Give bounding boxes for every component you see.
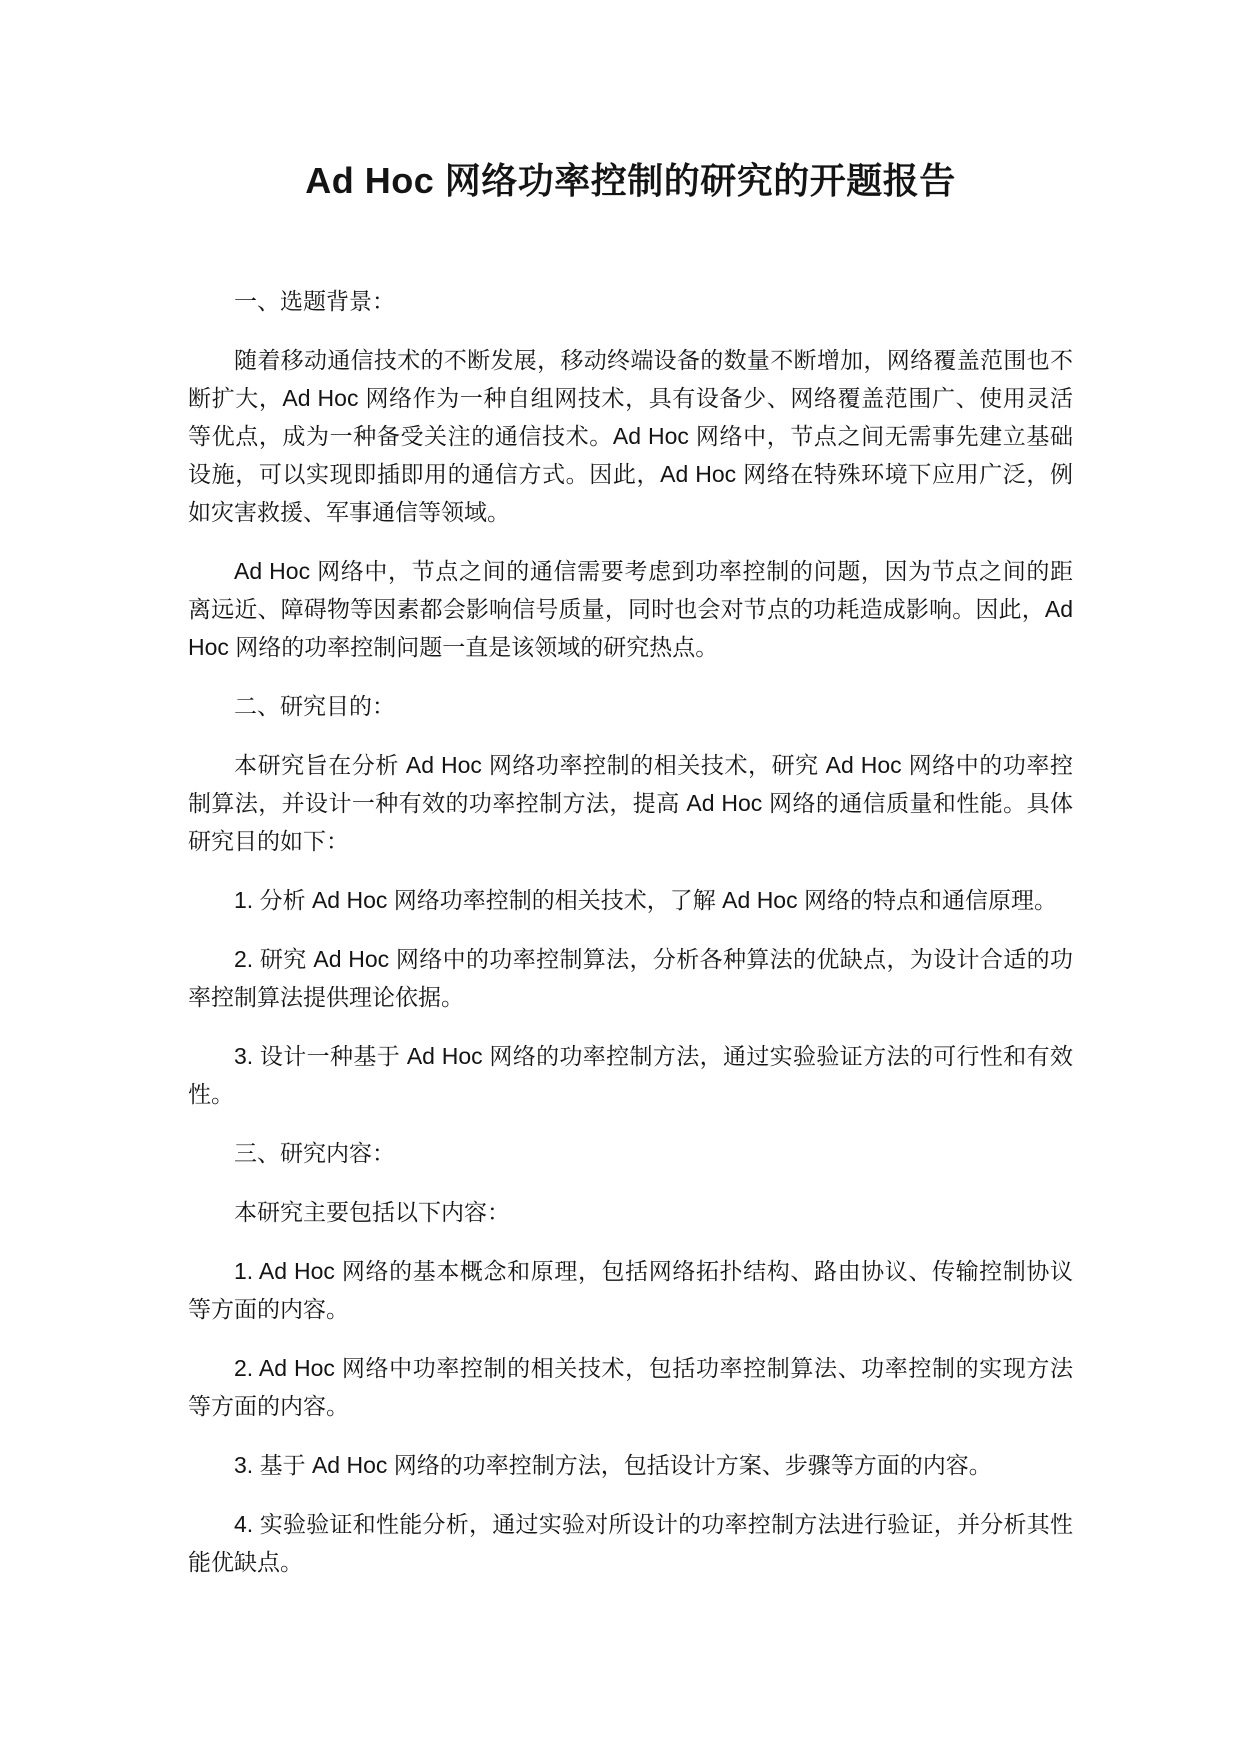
section-3-item-3: 3. 基于 Ad Hoc 网络的功率控制方法，包括设计方案、步骤等方面的内容。 <box>234 1452 992 1478</box>
section-3-heading: 三、研究内容： <box>234 1140 395 1166</box>
section-3-paragraph-1: 本研究主要包括以下内容： <box>234 1199 510 1225</box>
section-1-paragraph-2: Ad Hoc 网络中，节点之间的通信需要考虑到功率控制的问题，因为节点之间的距离远近、障碍物等因素都会影响信号质量，同时也会对节点的功耗造成影响。因此，Ad Hoc 网络的功率控制问题一直是该领域的研究热点。 <box>188 558 1073 660</box>
section-1-paragraph-1: 随着移动通信技术的不断发展，移动终端设备的数量不断增加，网络覆盖范围也不断扩大，Ad Hoc 网络作为一种自组网技术，具有设备少、网络覆盖范围广、使用灵活等优点，成为一种备受关注的通信技术。Ad Hoc 网络中，节点之间无需事先建立基础设施，可以实现即插即用的通信方式。因此，Ad Hoc 网络在特殊环境下应用广泛，例如灾害救援、军事通信等领域。 <box>188 347 1073 525</box>
section-2-heading: 二、研究目的： <box>234 693 395 719</box>
section-3-item-1: 1. Ad Hoc 网络的基本概念和原理，包括网络拓扑结构、路由协议、传输控制协议等方面的内容。 <box>188 1258 1073 1322</box>
section-2-item-2: 2. 研究 Ad Hoc 网络中的功率控制算法，分析各种算法的优缺点，为设计合适的功率控制算法提供理论依据。 <box>188 946 1073 1010</box>
section-2-item-1: 1. 分析 Ad Hoc 网络功率控制的相关技术，了解 Ad Hoc 网络的特点和通信原理。 <box>234 887 1057 913</box>
section-1-heading: 一、选题背景： <box>234 288 395 314</box>
section-2-paragraph-1: 本研究旨在分析 Ad Hoc 网络功率控制的相关技术，研究 Ad Hoc 网络中的功率控制算法，并设计一种有效的功率控制方法，提高 Ad Hoc 网络的通信质量和性能。具体研究目的如下： <box>188 752 1073 854</box>
section-3-item-2: 2. Ad Hoc 网络中功率控制的相关技术，包括功率控制算法、功率控制的实现方法等方面的内容。 <box>188 1355 1073 1419</box>
section-3-item-4: 4. 实验验证和性能分析，通过实验对所设计的功率控制方法进行验证，并分析其性能优缺点。 <box>188 1511 1073 1575</box>
section-2-item-3: 3. 设计一种基于 Ad Hoc 网络的功率控制方法，通过实验验证方法的可行性和有效性。 <box>188 1043 1073 1107</box>
document-title: Ad Hoc 网络功率控制的研究的开题报告 <box>305 160 956 201</box>
